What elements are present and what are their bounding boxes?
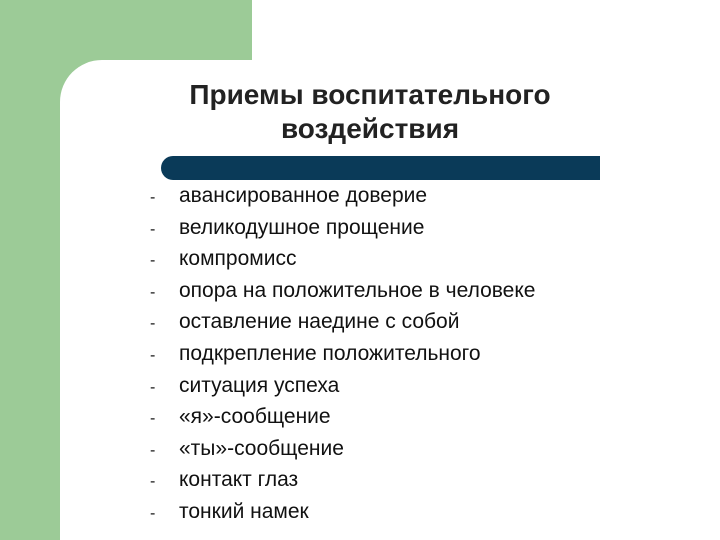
- list-item-text: «ты»-сообщение: [179, 436, 344, 460]
- list-item: [150, 247, 535, 279]
- dash-marker: -: [150, 189, 156, 206]
- list-item-text: авансированное доверие: [179, 184, 428, 207]
- dash-marker: -: [150, 441, 156, 459]
- dash-marker: -: [150, 473, 156, 491]
- list-item-text: великодушное прощение: [179, 215, 425, 239]
- bullet-list: [150, 184, 535, 532]
- list-item: [150, 342, 535, 374]
- list-item: [150, 310, 535, 342]
- dash-marker: -: [150, 283, 156, 301]
- list-item-text: тонкий намек: [179, 499, 309, 523]
- list-item: [150, 279, 535, 311]
- slide-title: [150, 78, 590, 146]
- list-item: [150, 468, 535, 500]
- slide-title-line-2: воздействия: [280, 113, 460, 144]
- list-item-text: контакт глаз: [179, 468, 299, 492]
- list-item-text: подкрепление положительного: [179, 341, 481, 365]
- list-item-text: оставление наедине с собой: [179, 310, 460, 334]
- dash-marker: -: [150, 346, 156, 364]
- title-underline-bar: [161, 156, 600, 180]
- list-item: [150, 437, 535, 469]
- dash-marker: -: [150, 378, 156, 396]
- dash-marker: -: [150, 504, 156, 522]
- slide-title-line-1: Приемы воспитательного: [189, 79, 551, 110]
- list-item-text: ситуация успеха: [179, 373, 340, 397]
- list-item: [150, 405, 535, 437]
- list-item-text: опора на положительное в человеке: [179, 278, 536, 302]
- dash-marker: -: [150, 315, 156, 333]
- list-item: [150, 216, 535, 248]
- dash-marker: -: [150, 252, 156, 270]
- list-item-text: «я»-сообщение: [179, 405, 331, 429]
- dash-marker: -: [150, 410, 156, 428]
- list-item: [150, 500, 535, 532]
- list-item: [150, 184, 535, 216]
- list-item-text: компромисс: [179, 247, 297, 271]
- list-item: [150, 374, 535, 406]
- dash-marker: -: [150, 220, 156, 238]
